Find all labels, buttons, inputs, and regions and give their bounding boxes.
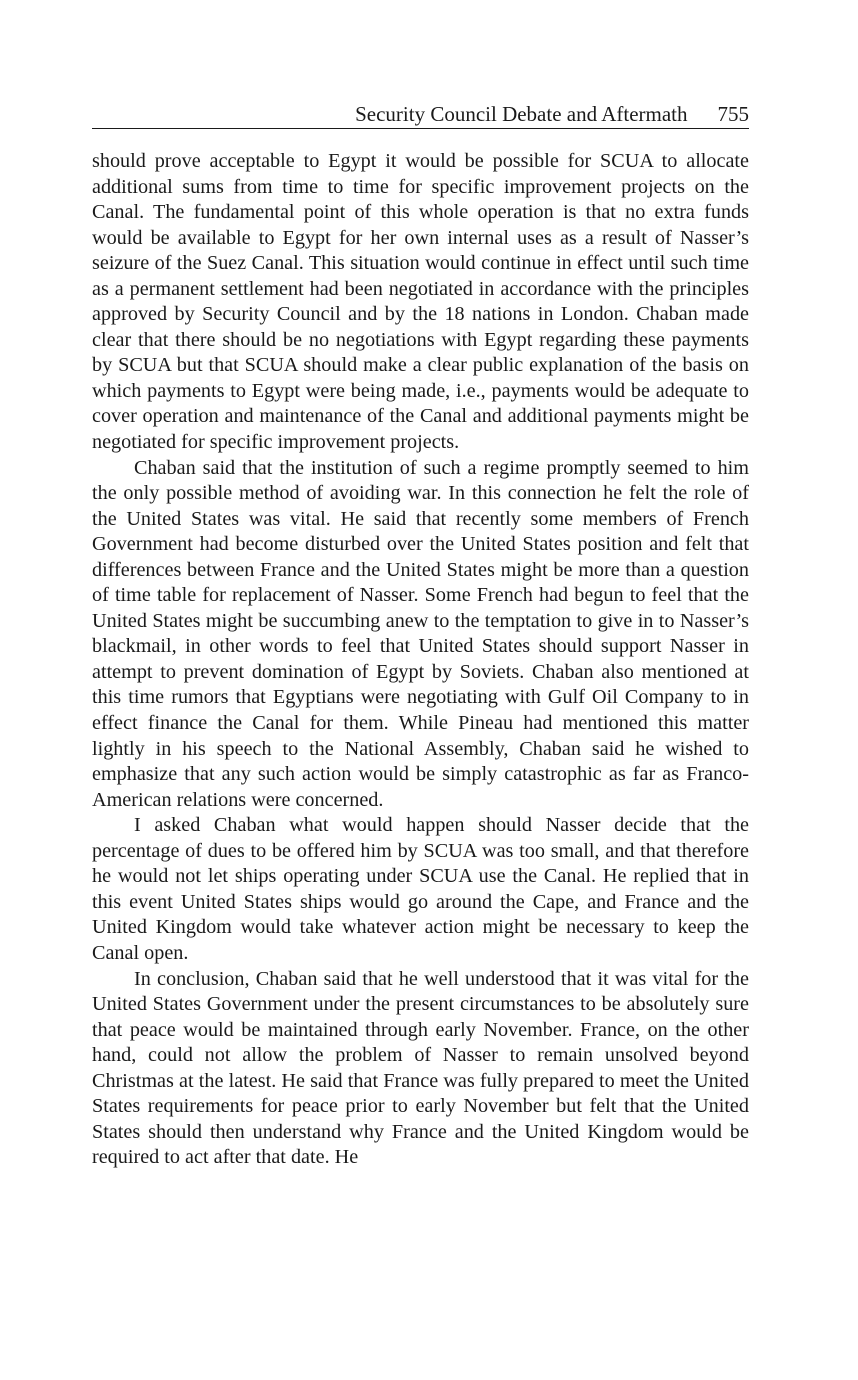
book-page (92, 100, 749, 1171)
running-head (92, 100, 749, 129)
paragraph-regime-war: Chaban said that the institution of such a regime promptly seemed to him the only possible method of avoiding war. In this connection he felt the role of the United States was vital. He said that recently some members of French Government had become disturbed over the United States position and felt that differences between France and the United States might be more than a question of time table for replacement of Nasser. Some French had begun to feel that the United States might be succumbing anew to the temptation to give in to Nasser’s blackmail, in other words to feel that United States should support Nasser in attempt to prevent domination of Egypt by Soviets. Chaban also mentioned at this time rumors that Egyptians were negotiating with Gulf Oil Company to in effect finance the Canal for them. While Pineau had mentioned this matter lightly in his speech to the National Assembly, Chaban said he wished to emphasize that any such action would be simply catastrophic as far as Franco-American relations were concerned. (92, 456, 749, 811)
paragraph-dues-question: I asked Chaban what would happen should Nasser decide that the percentage of dues to be offered him by SCUA was too small, and that therefore he would not let ships operating under SCUA use the Canal. He replied that in this event United States ships would go around the Cape, and France and the United Kingdom would take whatever action might be necessary to keep the Canal open. (92, 814, 749, 964)
body-text (92, 149, 749, 1171)
page-number: 755 (717, 102, 749, 126)
paragraph-conclusion: In conclusion, Chaban said that he well understood that it was vital for the United States Government under the present circumstances to be absolutely sure that peace would be maintained through early November. France, on the other hand, could not allow the problem of Nasser to remain unsolved beyond Christmas at the latest. He said that France was fully prepared to meet the United States requirements for peace prior to early November but felt that the United States should then understand why France and the United Kingdom would be required to act after that date. He (92, 967, 749, 1169)
paragraph-continued: should prove acceptable to Egypt it would be possible for SCUA to allocate additional sums from time to time for specific improvement projects on the Canal. The fundamental point of this whole operation is that no extra funds would be available to Egypt for her own internal uses as a result of Nasser’s seizure of the Suez Canal. This situation would continue in effect until such time as a permanent settlement had been negotiated in accordance with the principles approved by Security Council and by the 18 nations in London. Chaban made clear that there should be no negotiations with Egypt regarding these payments by SCUA but that SCUA should make a clear public explanation of the basis on which payments to Egypt were being made, i.e., payments would be adequate to cover operation and maintenance of the Canal and additional payments might be negotiated for specific improvement projects. (92, 150, 749, 454)
running-head-title: Security Council Debate and Aftermath (355, 102, 688, 126)
